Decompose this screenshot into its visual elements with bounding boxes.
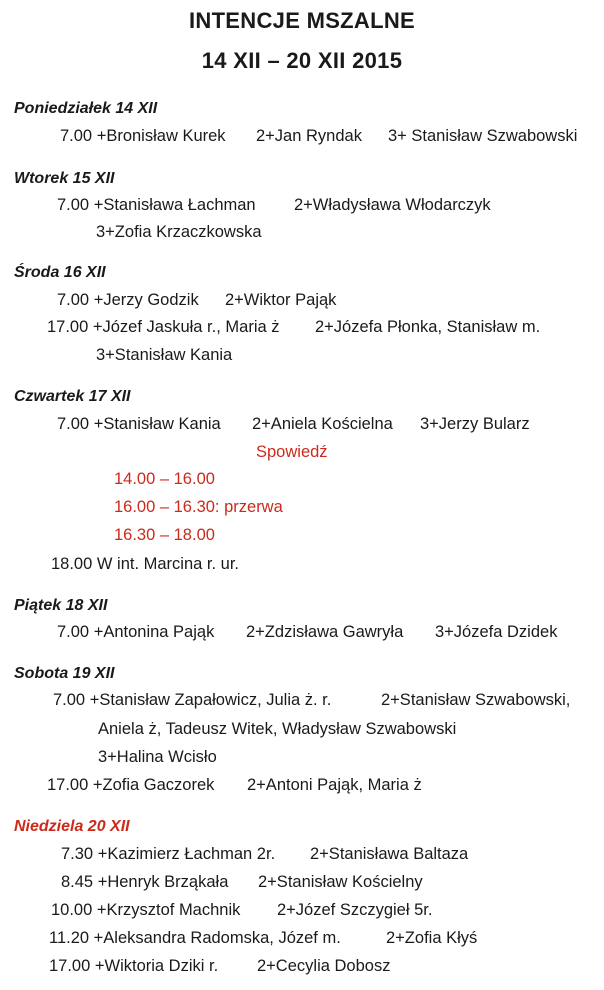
intention-text: 2+Zofia Kłyś (386, 929, 478, 947)
day-heading-friday: Piątek 18 XII (14, 597, 108, 614)
intention-line: Aniela ż, Tadeusz Witek, Władysław Szwabowski (98, 720, 457, 738)
intention-text: 3+Jerzy Bularz (420, 415, 530, 433)
intention-line (61, 845, 469, 864)
intention-text: 2+Aniela Kościelna (252, 415, 393, 433)
intention-text: 2+Jan Ryndak (256, 127, 362, 145)
intention-text: 7.00 +Stanisława Łachman (57, 196, 256, 214)
confession-time: 16.30 – 18.00 (114, 526, 215, 544)
intention-text: 10.00 +Krzysztof Machnik (51, 901, 241, 919)
day-heading-saturday: Sobota 19 XII (14, 665, 115, 682)
intention-text: 2+Wiktor Pająk (225, 291, 337, 309)
intention-line (57, 196, 491, 215)
intention-text: 2+Zdzisława Gawryła (246, 623, 404, 641)
intention-text: 7.00 +Stanisław Kania (57, 415, 221, 433)
intention-line (57, 623, 558, 642)
intention-text: 2+Stanisław Kościelny (258, 873, 423, 891)
intention-text: 7.00 +Jerzy Godzik (57, 291, 199, 309)
intention-line: 3+Stanisław Kania (96, 346, 233, 364)
intention-line (57, 415, 530, 434)
intention-text: 8.45 +Henryk Brząkała (61, 873, 229, 891)
intention-text: 2+Antoni Pająk, Maria ż (247, 776, 422, 794)
intention-line: 3+Halina Wcisło (98, 748, 217, 766)
confession-break: 16.00 – 16.30: przerwa (114, 498, 283, 516)
intention-line (53, 691, 571, 710)
day-heading-tuesday: Wtorek 15 XII (14, 170, 115, 187)
intention-line (51, 901, 433, 920)
date-range: 14 XII – 20 XII 2015 (201, 48, 403, 73)
intention-text: 2+Stanisław Szwabowski, (381, 691, 571, 709)
intention-line (47, 318, 541, 337)
intention-line (61, 873, 423, 892)
intention-text: 2+Cecylia Dobosz (257, 957, 391, 975)
intention-text: 2+Józefa Płonka, Stanisław m. (315, 318, 541, 336)
intention-text: 2+Józef Szczygieł 5r. (277, 901, 433, 919)
intention-text: 7.00 +Antonina Pająk (57, 623, 215, 641)
intention-text: 7.00 +Bronisław Kurek (60, 127, 226, 145)
intention-line (49, 929, 478, 948)
day-heading-monday: Poniedziałek 14 XII (14, 100, 158, 117)
day-heading-wednesday: Środa 16 XII (14, 264, 106, 281)
intention-text: 17.00 +Zofia Gaczorek (47, 776, 215, 794)
intention-text: 3+ Stanisław Szwabowski (388, 127, 578, 145)
confession-time: 14.00 – 16.00 (114, 470, 215, 488)
intention-text: 2+Władysława Włodarczyk (294, 196, 491, 214)
intention-text: 17.00 +Józef Jaskuła r., Maria ż (47, 318, 280, 336)
intention-text: 7.00 +Stanisław Zapałowicz, Julia ż. r. (53, 691, 332, 709)
day-heading-sunday: Niedziela 20 XII (14, 818, 130, 835)
intention-text: 7.30 +Kazimierz Łachman 2r. (61, 845, 276, 863)
intention-text: 17.00 +Wiktoria Dziki r. (49, 957, 219, 975)
intention-text: 3+Józefa Dzidek (435, 623, 558, 641)
intention-line (49, 957, 391, 976)
intention-line: 18.00 W int. Marcina r. ur. (51, 555, 239, 573)
intention-text: 2+Stanisława Baltaza (310, 845, 469, 863)
intention-line (57, 291, 337, 310)
intention-line (47, 776, 422, 795)
intention-text: 11.20 +Aleksandra Radomska, Józef m. (49, 929, 341, 947)
day-heading-thursday: Czwartek 17 XII (14, 388, 131, 405)
confession-heading: Spowiedź (256, 443, 328, 461)
page-title: INTENCJE MSZALNE (188, 8, 416, 33)
intention-line (60, 127, 578, 146)
intention-line: 3+Zofia Krzaczkowska (96, 223, 262, 241)
